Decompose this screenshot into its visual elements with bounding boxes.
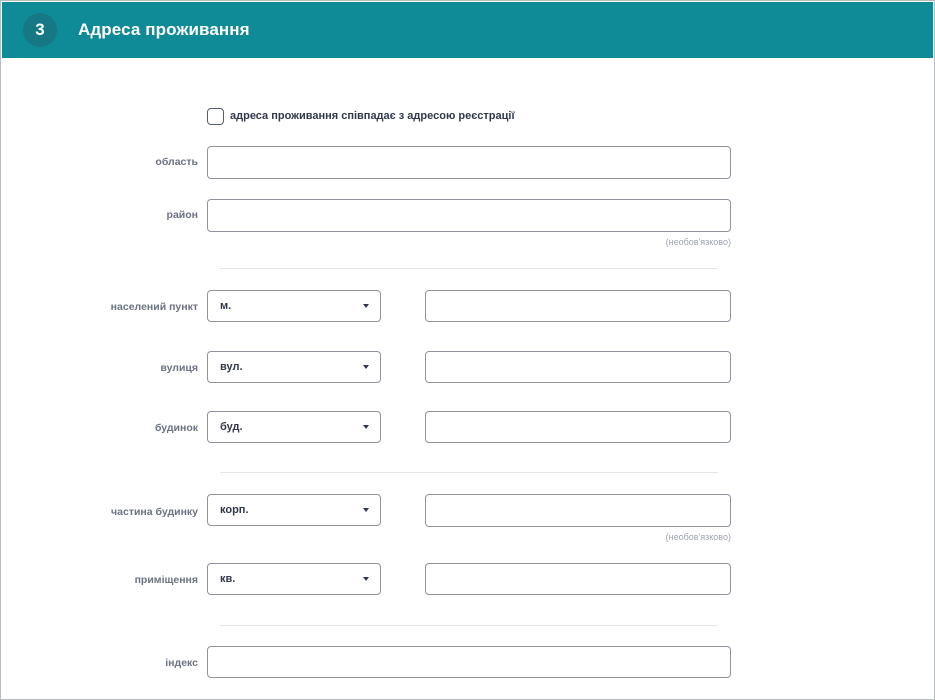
divider-2 bbox=[220, 472, 718, 473]
same-as-registration-checkbox[interactable] bbox=[207, 108, 224, 125]
step-number-badge: 3 bbox=[23, 13, 57, 47]
same-as-registration-row bbox=[207, 106, 515, 126]
building-input[interactable] bbox=[425, 411, 731, 443]
divider-3 bbox=[220, 625, 718, 626]
district-optional-note: (необов'язково) bbox=[665, 237, 731, 247]
building-type-value: буд. bbox=[220, 421, 243, 433]
settlement-input[interactable] bbox=[425, 290, 731, 322]
street-type-select[interactable] bbox=[207, 351, 381, 383]
divider-1 bbox=[220, 268, 718, 269]
chevron-down-icon bbox=[363, 365, 369, 369]
building-part-input[interactable] bbox=[425, 494, 731, 527]
district-label: район bbox=[166, 209, 198, 221]
postcode-input[interactable] bbox=[207, 646, 731, 678]
postcode-label: індекс bbox=[165, 657, 198, 669]
premises-input[interactable] bbox=[425, 563, 731, 595]
settlement-type-select[interactable] bbox=[207, 290, 381, 322]
chevron-down-icon bbox=[363, 508, 369, 512]
section-title: Адреса проживання bbox=[78, 20, 250, 39]
building-type-select[interactable] bbox=[207, 411, 381, 443]
premises-label: приміщення bbox=[134, 574, 198, 586]
chevron-down-icon bbox=[363, 304, 369, 308]
street-input[interactable] bbox=[425, 351, 731, 383]
street-type-value: вул. bbox=[220, 361, 243, 373]
chevron-down-icon bbox=[363, 425, 369, 429]
settlement-label: населений пункт bbox=[110, 301, 198, 313]
building-part-label: частина будинку bbox=[111, 506, 198, 518]
premises-type-select[interactable] bbox=[207, 563, 381, 595]
building-part-type-select[interactable] bbox=[207, 494, 381, 526]
premises-type-value: кв. bbox=[220, 573, 236, 585]
region-input[interactable] bbox=[207, 146, 731, 179]
street-label: вулиця bbox=[160, 362, 198, 374]
building-part-type-value: корп. bbox=[220, 504, 249, 516]
section-header bbox=[2, 2, 933, 58]
settlement-type-value: м. bbox=[220, 300, 232, 312]
same-as-registration-label[interactable]: адреса проживання співпадає з адресою реєстрації bbox=[230, 110, 515, 122]
region-label: область bbox=[155, 156, 198, 168]
district-input[interactable] bbox=[207, 199, 731, 232]
building-part-optional-note: (необов'язково) bbox=[665, 532, 731, 542]
building-label: будинок bbox=[154, 422, 198, 434]
chevron-down-icon bbox=[363, 577, 369, 581]
